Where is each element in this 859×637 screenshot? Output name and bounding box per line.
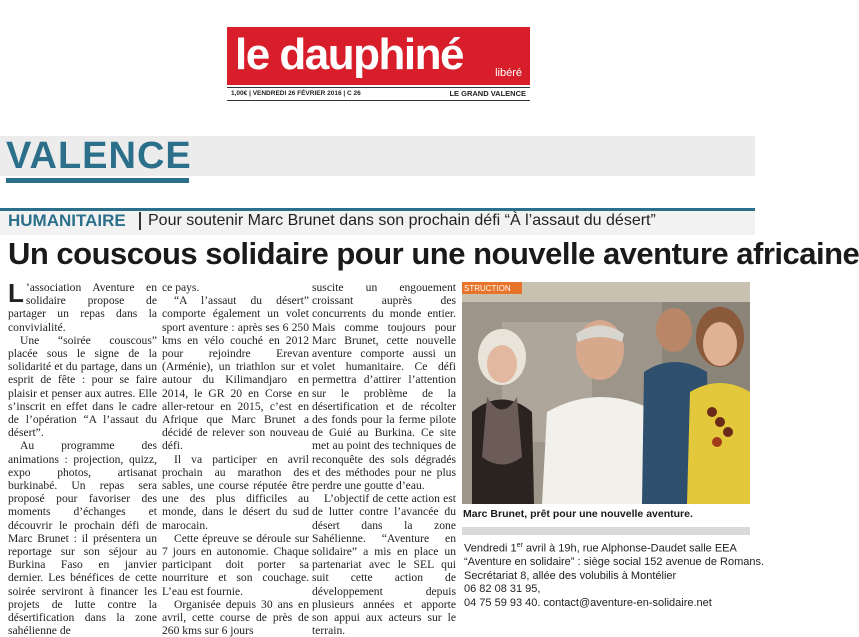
- photo-caption: Marc Brunet, prêt pour une nouvelle aventure.: [463, 508, 693, 520]
- article-paragraph: “A l’assaut du désert” comporte également un volet sport aventure : après ses 6 250 kms en vélo couché en 2012 pour rejoindre Erevan (Arménie), un triathlon sur et autour du Kilimandjaro en 2014, le GR 20 en Corse en aller-retour en 2015, c’est en Afrique que Marc Brunet a décidé de relever son nouveau défi.: [162, 294, 309, 453]
- article-paragraph: L ’association Aventure en solidaire propose de partager un repas dans la convivialité.: [8, 278, 157, 334]
- edition-info: 1,00€ | VENDREDI 26 FÉVRIER 2016 | C 26: [231, 90, 361, 97]
- article-column-3: [312, 281, 456, 637]
- newspaper-masthead: [227, 27, 530, 99]
- article-paragraph: Cette épreuve se déroule sur 7 jours en autonomie. Chaque participant doit porter sa nourriture et son couchage. L’eau est fournie.: [162, 531, 309, 598]
- article-column-1: [8, 278, 157, 637]
- masthead-logo-block: [227, 27, 530, 85]
- article-subhead: Pour soutenir Marc Brunet dans son prochain défi “À l’assaut du désert”: [148, 212, 656, 229]
- info-separator: [462, 527, 750, 535]
- secretariat-line: Secrétariat 8, allée des volubilis à Montélier: [464, 569, 677, 582]
- phone-line: 06 82 08 31 95,: [464, 583, 541, 596]
- contact-line: 04 75 59 93 40. contact@aventure-en-solidaire.net: [464, 597, 712, 610]
- edition-name: LE GRAND VALENCE: [449, 89, 526, 98]
- section-title: VALENCE: [6, 135, 192, 177]
- newspaper-title: le dauphiné: [235, 30, 463, 79]
- article-headline: Un couscous solidaire pour une nouvelle aventure africaine: [8, 236, 859, 271]
- article-photo: [462, 282, 750, 504]
- drop-cap: L: [8, 278, 24, 308]
- article-paragraph: Il va participer en avril prochain au marathon des sables, une course réputée être une des plus difficiles au monde, dans le désert du sud marocain.: [162, 452, 309, 532]
- article-paragraph: Au programme des animations : projection, quizz, expo photos, artisanat burkinabé. Un repas sera proposé pour favoriser des moments d’échanges et découvrir le prochain défi de Marc Brunet : il présentera un reportage sur son séjour au Burkina Faso en janvier dernier. Les bénéfices de cette soirée serviront à financer les projets de lutte contre la désertification dans la zone sahélienne de: [8, 439, 157, 637]
- association-address-line: “Aventure en solidaire” : siège social 152 avenue de Romans.: [464, 556, 765, 569]
- newspaper-subtitle: libéré: [495, 67, 522, 79]
- photo-banner-text: STRUCTION: [464, 284, 511, 293]
- event-info: [464, 539, 765, 611]
- article-paragraph: Organisée depuis 30 ans en avril, cette course de près de 260 kms sur 6 jours: [162, 597, 309, 637]
- article-paragraph: ce pays.: [162, 281, 200, 294]
- section-underline: [6, 178, 189, 183]
- article-column-2: [162, 281, 309, 637]
- topic-separator: [139, 212, 141, 230]
- photo-illustration: [462, 282, 750, 504]
- event-date-line: Vendredi 1er avril à 19h, rue Alphonse-Daudet salle EEA: [464, 542, 737, 555]
- article-paragraph: suscite un engouement croissant auprès des concurrents du monde entier. Mais comme toujours pour Marc Brunet, cette nouvelle aventure comporte aussi un volet humanitaire. Ce défi permettra d’attirer l’attention sur le problème de la désertification et de récolter des fonds pour la ferme pilote de Guié au Burkina. Ce site met au point des techniques de reconquête des sols dégradés et des méthodes pour ne plus perdre une goutte d’eau.: [312, 281, 456, 493]
- edition-bar: [227, 87, 530, 101]
- article-topic: HUMANITAIRE: [8, 211, 126, 230]
- article-paragraph: Une “soirée couscous” placée sous le signe de la solidarité et du partage, dans un esprit de fête : pour se faire plaisir et penser aux autres. Elle s’inscrit en effet dans le cadre de l’opération “A l’assaut du désert”.: [8, 333, 157, 440]
- article-paragraph: L’objectif de cette action est de lutter contre l’avancée du désert dans la zone Sahélienne. “Aventure en solidaire” a mis en place un partenariat avec le SEL qui suit cette action de développement depuis plusieurs années et apporte son appui aux acteurs sur le terrain.: [312, 492, 456, 637]
